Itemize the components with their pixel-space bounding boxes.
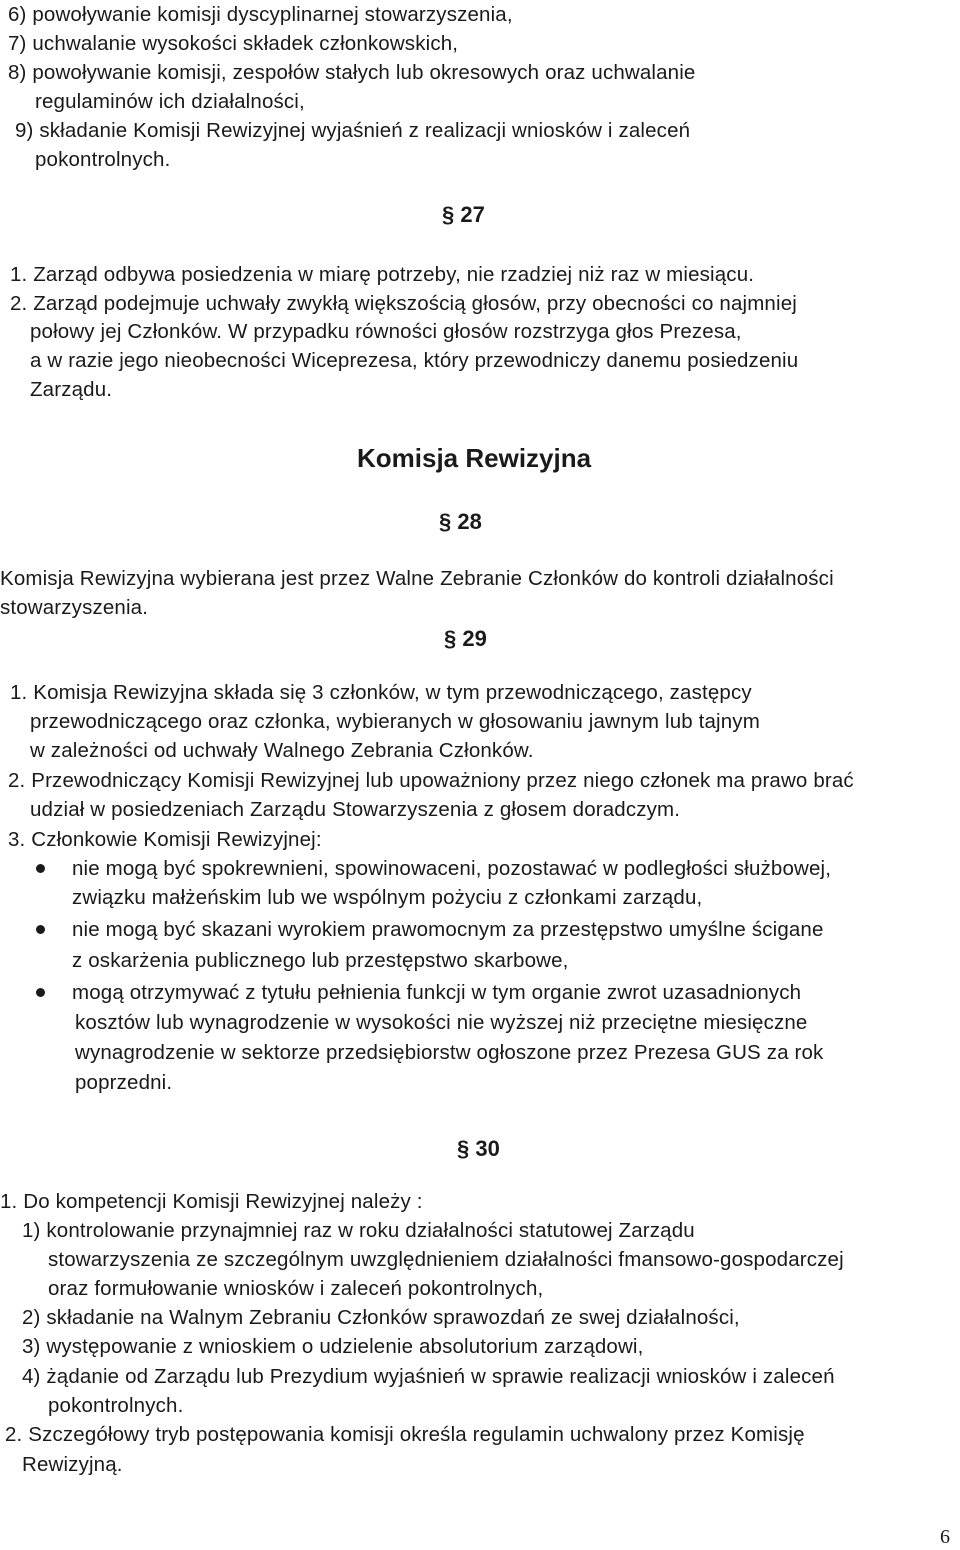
text-line: Zarządu.: [30, 378, 113, 401]
bullet-text: mogą otrzymywać z tytułu pełnienia funkcji w tym organie zwrot uzasadnionych: [72, 981, 802, 1004]
list-item: 6) powoływanie komisji dyscyplinarnej stowarzyszenia,: [8, 3, 513, 26]
text-line: oraz formułowanie wniosków i zaleceń pokontrolnych,: [48, 1277, 544, 1300]
list-item: 8) powoływanie komisji, zespołów stałych lub okresowych oraz uchwalanie: [8, 61, 696, 84]
bullet-text: z oskarżenia publicznego lub przestępstwo skarbowe,: [72, 949, 569, 972]
text-line: 3. Członkowie Komisji Rewizyjnej:: [8, 828, 322, 851]
text-line: 1. Zarząd odbywa posiedzenia w miarę potrzeby, nie rzadziej niż raz w miesiącu.: [10, 263, 755, 286]
bullet-text: związku małżeńskim lub we wspólnym pożyciu z członkami zarządu,: [72, 886, 703, 909]
text-line: udział w posiedzeniach Zarządu Stowarzyszenia z głosem doradczym.: [30, 798, 681, 821]
paragraph-heading-27: § 27: [442, 202, 485, 227]
bullet-marker: [36, 988, 45, 997]
paragraph-heading-28: § 28: [439, 509, 482, 534]
bullet-marker: [36, 864, 45, 873]
list-item-continuation: pokontrolnych.: [35, 148, 171, 171]
text-line: 2. Zarząd podejmuje uchwały zwykłą większością głosów, przy obecności co najmniej: [10, 292, 797, 315]
list-item-continuation: regulaminów ich działalności,: [35, 90, 305, 113]
text-line: 2. Szczegółowy tryb postępowania komisji określa regulamin uchwalony przez Komisję: [5, 1423, 805, 1446]
text-line: 2) składanie na Walnym Zebraniu Członków sprawozdań ze swej działalności,: [22, 1306, 740, 1329]
text-line: przewodniczącego oraz członka, wybieranych w głosowaniu jawnym lub tajnym: [30, 710, 760, 733]
paragraph-heading-29: § 29: [444, 626, 487, 651]
section-title: Komisja Rewizyjna: [357, 443, 592, 473]
paragraph-heading-30: § 30: [457, 1136, 500, 1161]
text-line: Komisja Rewizyjna wybierana jest przez Walne Zebranie Członków do kontroli działalności: [0, 567, 834, 590]
text-line: stowarzyszenia.: [0, 596, 149, 619]
text-line: 4) żądanie od Zarządu lub Prezydium wyjaśnień w sprawie realizacji wniosków i zaleceń: [22, 1365, 835, 1388]
bullet-text: nie mogą być skazani wyrokiem prawomocnym za przestępstwo umyślne ścigane: [72, 918, 824, 941]
text-line: 1. Komisja Rewizyjna składa się 3 członków, w tym przewodniczącego, zastępcy: [10, 681, 752, 704]
list-item: 7) uchwalanie wysokości składek członkowskich,: [8, 32, 459, 55]
text-line: Rewizyjną.: [22, 1453, 123, 1476]
text-line: 3) występowanie z wnioskiem o udzielenie absolutorium zarządowi,: [22, 1335, 644, 1358]
text-line: stowarzyszenia ze szczególnym uwzględnieniem działalności fmansowo-gospodarczej: [48, 1248, 844, 1271]
list-item: 9) składanie Komisji Rewizyjnej wyjaśnień z realizacji wniosków i zaleceń: [15, 119, 691, 142]
bullet-text: poprzedni.: [75, 1071, 173, 1094]
bullet-text: nie mogą być spokrewnieni, spowinowaceni, pozostawać w podległości służbowej,: [72, 857, 832, 880]
bullet-marker: [36, 925, 45, 934]
text-line: 1. Do kompetencji Komisji Rewizyjnej należy :: [0, 1190, 423, 1213]
text-line: 2. Przewodniczący Komisji Rewizyjnej lub upoważniony przez niego członek ma prawo brać: [8, 769, 854, 792]
page-number: 6: [940, 1526, 950, 1548]
text-line: w zależności od uchwały Walnego Zebrania Członków.: [30, 739, 534, 762]
text-line: połowy jej Członków. W przypadku równości głosów rozstrzyga głos Prezesa,: [30, 320, 742, 343]
text-line: a w razie jego nieobecności Wiceprezesa, który przewodniczy danemu posiedzeniu: [30, 349, 799, 372]
text-line: pokontrolnych.: [48, 1394, 184, 1417]
text-line: 1) kontrolowanie przynajmniej raz w roku działalności statutowej Zarządu: [22, 1219, 695, 1242]
bullet-text: wynagrodzenie w sektorze przedsiębiorstw ogłoszone przez Prezesa GUS za rok: [75, 1041, 824, 1064]
bullet-text: kosztów lub wynagrodzenie w wysokości nie wyższej niż przeciętne miesięczne: [75, 1011, 808, 1034]
